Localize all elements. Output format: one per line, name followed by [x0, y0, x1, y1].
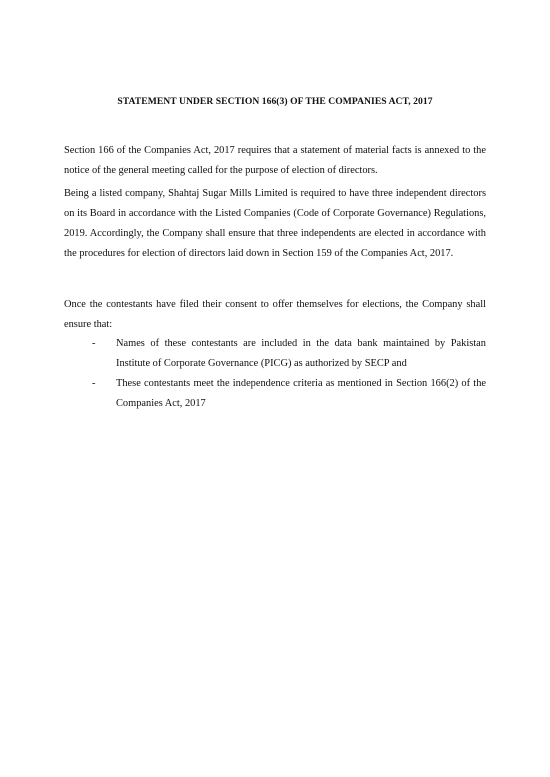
bullet-dash: -: [92, 378, 96, 389]
requirements-list: [64, 334, 486, 414]
paragraph-contestants-consent: Once the contestants have filed their consent to offer themselves for elections, the Company shall ensure that:: [64, 299, 486, 330]
paragraph-section-166: Section 166 of the Companies Act, 2017 requires that a statement of material facts is annexed to the notice of the general meeting called for the purpose of election of directors.: [64, 145, 486, 176]
bullet-dash: -: [92, 338, 96, 349]
list-item-text: Names of these contestants are included in the data bank maintained by Pakistan Institute of Corporate Governance (PICG) as authorized by SECP and: [116, 338, 486, 369]
list-item: [64, 334, 486, 374]
list-item: [64, 374, 486, 414]
list-item-text: These contestants meet the independence criteria as mentioned in Section 166(2) of the Companies Act, 2017: [116, 378, 486, 409]
document-title: STATEMENT UNDER SECTION 166(3) OF THE COMPANIES ACT, 2017: [117, 96, 433, 107]
paragraph-independent-directors: Being a listed company, Shahtaj Sugar Mills Limited is required to have three independent directors on its Board in accordance with the Listed Companies (Code of Corporate Governance) Regulations, 2019. Accordingly, the Company shall ensure that three independents are elected in accordance with the procedures for election of directors laid down in Section 159 of the Companies Act, 2017.: [64, 188, 486, 259]
